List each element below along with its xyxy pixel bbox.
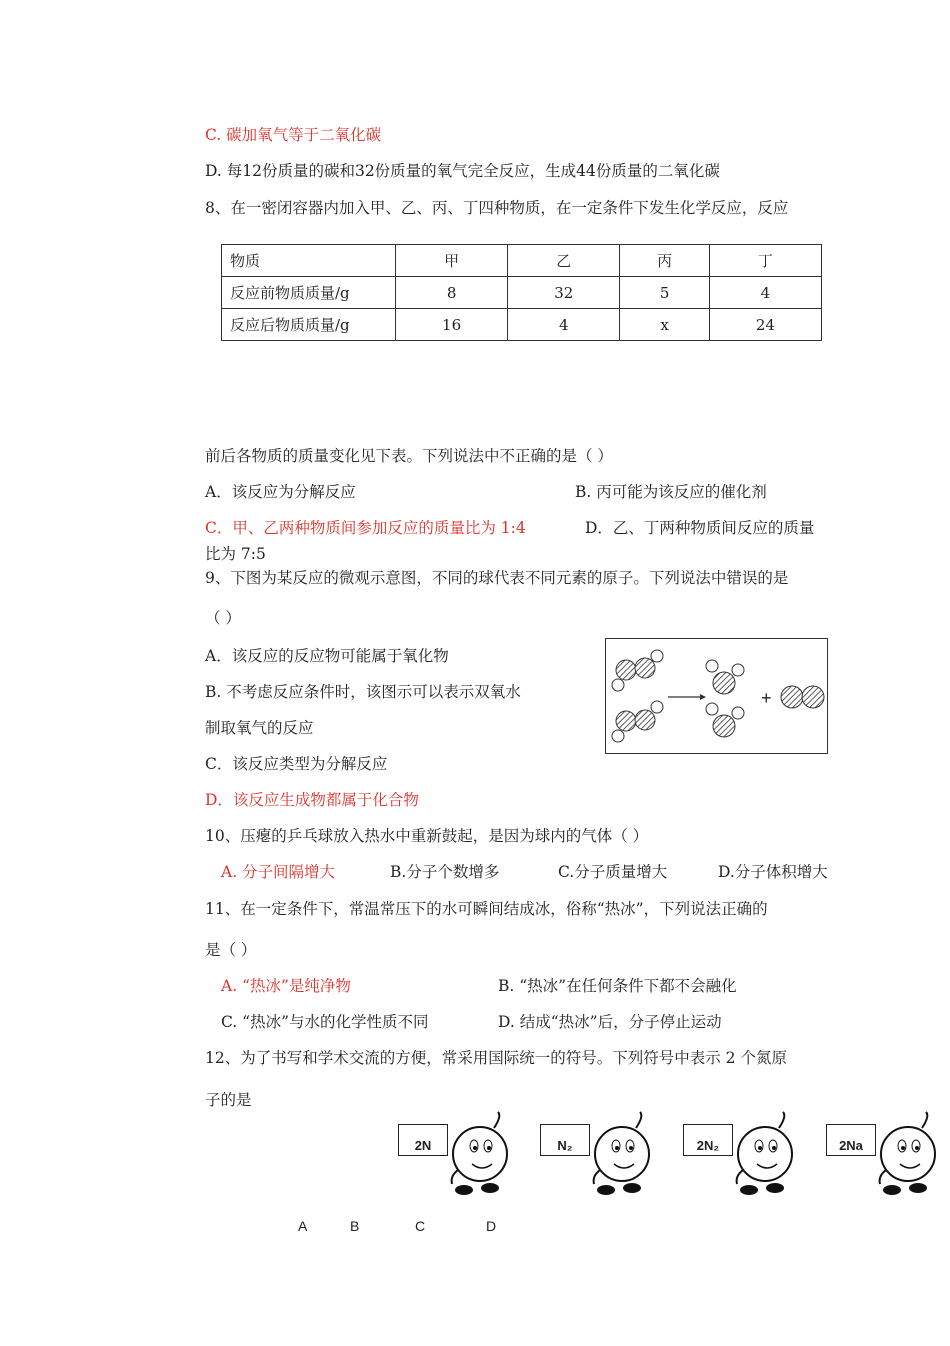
choice-letter-c: C xyxy=(415,1218,426,1234)
mascot-icon xyxy=(826,1110,936,1200)
table-row xyxy=(222,277,822,309)
q11-option-d: D. 结成“热冰”后，分子停止运动 xyxy=(498,1013,722,1031)
q7-option-d: D. 每12份质量的碳和32份质量的氧气完全反应，生成44份质量的二氧化碳 xyxy=(205,162,720,180)
q9-option-c: C．该反应类型为分解反应 xyxy=(205,755,388,773)
mascot-icon xyxy=(683,1110,793,1200)
q10-option-c: C.分子质量增大 xyxy=(558,863,668,881)
choice-letter-a: A xyxy=(298,1218,308,1234)
q11-stem-line2: 是（ ） xyxy=(205,941,257,959)
mascot-icon xyxy=(540,1110,650,1200)
choice-letter-b: B xyxy=(350,1218,360,1234)
table-cell: 反应后物质质量/g xyxy=(222,309,396,341)
plus-sign: + xyxy=(761,688,772,708)
mascot-card-c xyxy=(683,1110,793,1200)
q12-stem-line1: 12、为了书写和学术交流的方便，常采用国际统一的符号。下列符号中表示 2 个氮原 xyxy=(205,1049,787,1067)
table-cell: 4 xyxy=(508,309,620,341)
table-header-cell: 丙 xyxy=(620,245,709,277)
table-cell: 反应前物质质量/g xyxy=(222,277,396,309)
table-cell: 4 xyxy=(709,277,821,309)
q8-option-a: A．该反应为分解反应 xyxy=(205,483,356,501)
table-header-row xyxy=(222,245,822,277)
q7-option-c: C. 碳加氧气等于二氧化碳 xyxy=(205,126,382,144)
q10-option-a: A. 分子间隔增大 xyxy=(221,863,336,881)
card-symbol: 2Na xyxy=(826,1124,876,1156)
q11-option-a: A. “热冰”是纯净物 xyxy=(221,977,351,995)
q10-option-d: D.分子体积增大 xyxy=(718,863,828,881)
q11-stem-line1: 11、在一定条件下，常温常压下的水可瞬间结成冰，俗称“热冰”，下列说法正确的 xyxy=(205,900,768,918)
product-molecule xyxy=(781,686,824,708)
table-row xyxy=(222,309,822,341)
table-header-cell: 丁 xyxy=(709,245,821,277)
mascot-icon xyxy=(398,1110,508,1200)
q10-option-b: B.分子个数增多 xyxy=(390,863,500,881)
table-header-cell: 甲 xyxy=(396,245,508,277)
table-cell: 32 xyxy=(508,277,620,309)
product-molecule xyxy=(706,703,744,737)
table-cell: 16 xyxy=(396,309,508,341)
table-cell: x xyxy=(620,309,709,341)
q8-stem-line2: 前后各物质的质量变化见下表。下列说法中不正确的是（ ） xyxy=(205,447,613,465)
q9-option-b-line2: 制取氧气的反应 xyxy=(205,719,314,737)
q9-option-b-line1: B. 不考虑反应条件时，该图示可以表示双氧水 xyxy=(205,683,521,701)
q8-option-d-line1: D．乙、丁两种物质间反应的质量 xyxy=(585,519,815,537)
mascot-card-a xyxy=(398,1110,508,1200)
q11-option-c: C. “热冰”与水的化学性质不同 xyxy=(221,1013,429,1031)
q9-stem-line1: 9、下图为某反应的微观示意图，不同的球代表不同元素的原子。下列说法中错误的是 xyxy=(205,569,789,587)
reaction-arrow xyxy=(668,694,706,700)
q9-stem-line2: （ ） xyxy=(205,609,241,627)
reactant-molecule xyxy=(612,650,663,691)
mascot-card-d xyxy=(826,1110,936,1200)
q10-stem: 10、压瘪的乒乓球放入热水中重新鼓起，是因为球内的气体（ ） xyxy=(205,827,649,845)
q8-option-d-line2: 比为 7:5 xyxy=(205,545,266,563)
reactant-molecule xyxy=(612,701,663,742)
reaction-diagram xyxy=(605,638,828,754)
q8-option-b: B. 丙可能为该反应的催化剂 xyxy=(575,483,767,501)
product-molecule xyxy=(706,660,744,694)
q11-option-b: B. “热冰”在任何条件下都不会融化 xyxy=(498,977,737,995)
table-header-cell: 物质 xyxy=(222,245,396,277)
table-header-cell: 乙 xyxy=(508,245,620,277)
choice-letter-d: D xyxy=(486,1218,497,1234)
card-symbol: 2N xyxy=(398,1124,448,1156)
q8-option-c: C．甲、乙两种物质间参加反应的质量比为 1:4 xyxy=(205,519,526,537)
table-cell: 24 xyxy=(709,309,821,341)
q9-option-d: D．该反应生成物都属于化合物 xyxy=(205,791,419,809)
reaction-diagram-svg xyxy=(606,639,827,753)
mass-table xyxy=(221,244,822,341)
mascot-card-b xyxy=(540,1110,650,1200)
q9-option-a: A．该反应的反应物可能属于氧化物 xyxy=(205,647,449,665)
card-symbol: N₂ xyxy=(540,1124,590,1156)
table-cell: 8 xyxy=(396,277,508,309)
table-cell: 5 xyxy=(620,277,709,309)
q8-stem-line1: 8、在一密闭容器内加入甲、乙、丙、丁四种物质，在一定条件下发生化学反应，反应 xyxy=(205,199,789,217)
card-symbol: 2N₂ xyxy=(683,1124,733,1156)
q12-stem-line2: 子的是 xyxy=(205,1091,252,1109)
